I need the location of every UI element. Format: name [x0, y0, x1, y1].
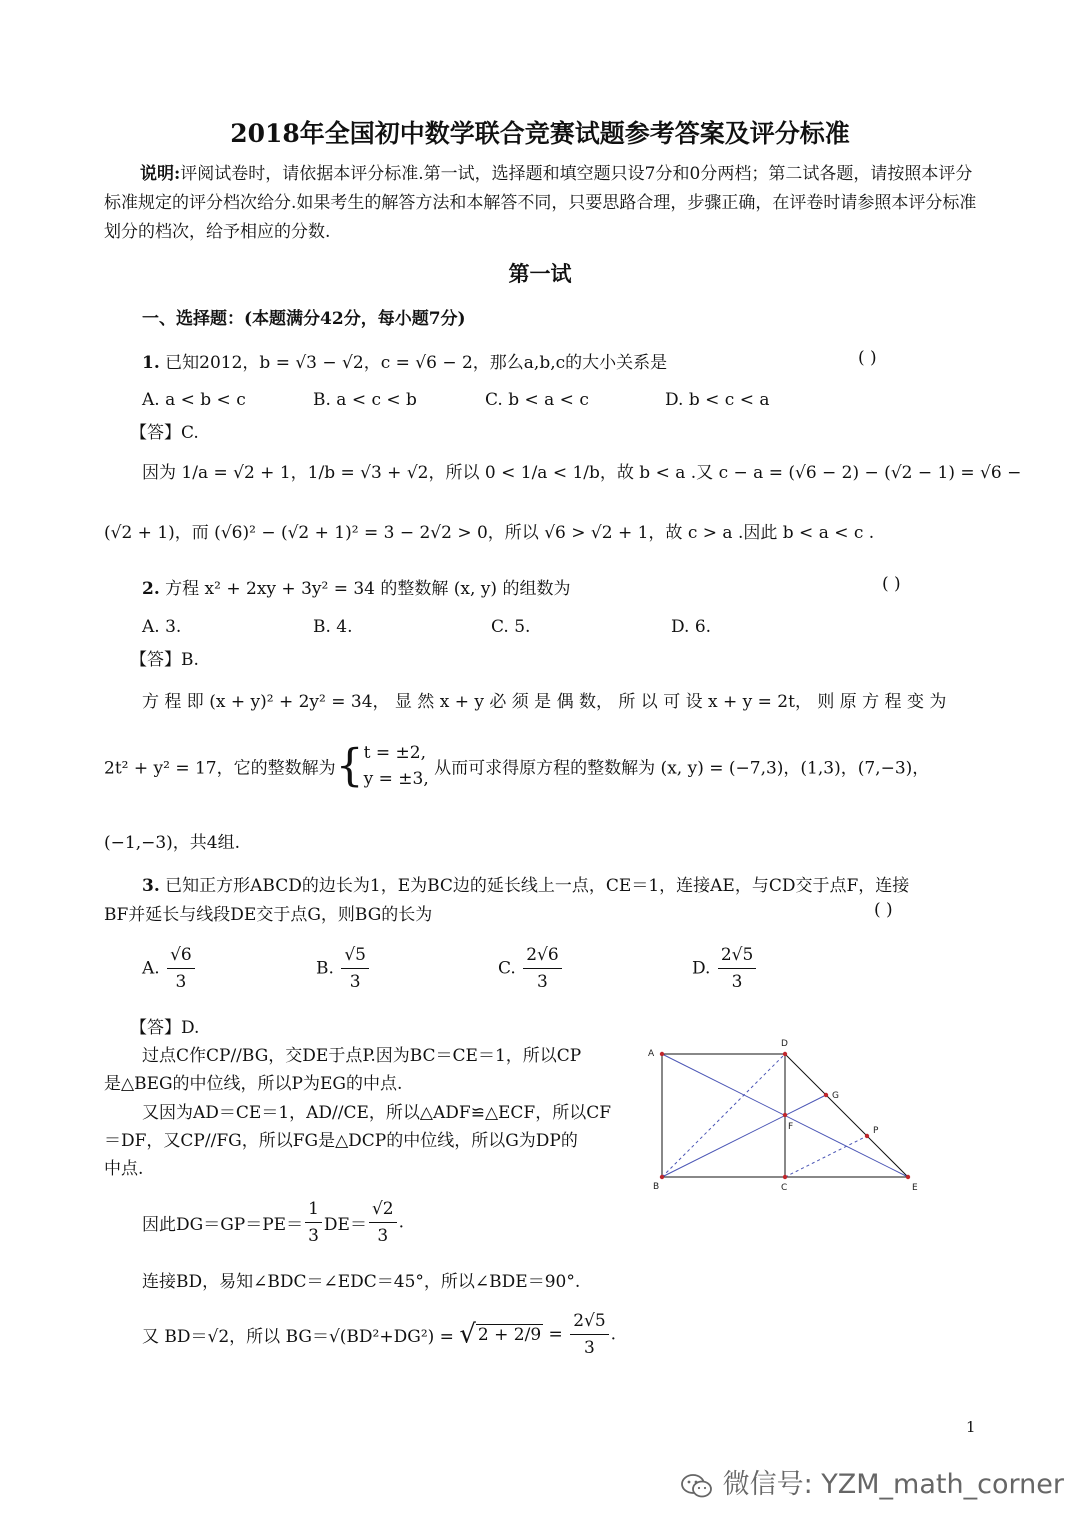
- q3-option-d-label: D.: [692, 958, 711, 979]
- q3-option-a-fraction: [167, 942, 195, 995]
- q2-solution-2a: 2t² + y² = 17，它的整数解为: [104, 758, 336, 779]
- q3-option-a-den: 3: [175, 972, 187, 992]
- line-cp-dashed: [785, 1136, 867, 1177]
- point-g: [824, 1093, 828, 1097]
- q3-sol6-f2-num: √2: [369, 1196, 397, 1223]
- label-c: C: [781, 1183, 788, 1193]
- q3-paren: ( ): [874, 900, 893, 920]
- q2-number: 2.: [142, 579, 160, 599]
- q3-solution-line2: 是△BEG的中位线，所以P为EG的中点.: [104, 1074, 403, 1094]
- label-e: E: [912, 1183, 918, 1193]
- q3-option-a: [142, 942, 197, 995]
- q2-option-a: A. 3.: [142, 617, 182, 637]
- q2-stem: [142, 574, 570, 599]
- q3-sol8-text-b: =: [543, 1324, 569, 1345]
- q3-option-a-num: √6: [167, 942, 195, 969]
- grading-note: [104, 160, 980, 247]
- q1-answer: 【答】C.: [130, 423, 199, 443]
- point-f: [783, 1113, 787, 1117]
- q2-solution-line1: 方 程 即 (x + y)² + 2y² = 34， 显 然 x + y 必 须 是 偶 数， 所 以 可 设 x + y = 2t， 则 原 方 程 变 为: [142, 692, 947, 712]
- q2-paren: ( ): [882, 574, 901, 594]
- q3-sol6-fraction2: [369, 1196, 397, 1249]
- point-p: [865, 1134, 869, 1138]
- point-b: [660, 1175, 664, 1179]
- q3-option-b-label: B.: [316, 958, 334, 979]
- q3-number: 3.: [142, 876, 160, 896]
- q3-sol8-text-a: 又 BD＝√2，所以 BG＝√(BD²+DG²) =: [142, 1327, 460, 1347]
- q3-sol8-fraction: [570, 1308, 608, 1361]
- q3-solution-line3: 又因为AD＝CE＝1，AD//CE，所以△ADF≌△ECF，所以CF: [142, 1103, 612, 1123]
- q2-system-brace: {: [335, 740, 364, 792]
- q3-sol6-fraction1: [305, 1196, 322, 1249]
- q3-answer: 【答】D.: [130, 1018, 200, 1038]
- q3-option-c: [498, 942, 564, 995]
- q1-solution-line2: (√2 + 1)，而 (√6)² − (√2 + 1)² = 3 − 2√2 > 0，所以 √6 > √2 + 1，故 c > a .因此 b < a < c .: [104, 523, 875, 543]
- q3-option-b-num: √5: [341, 942, 369, 969]
- q2-system-row1: t = ±2,: [363, 743, 426, 763]
- wechat-icon: [680, 1472, 714, 1500]
- part-heading: 一、选择题：(本题满分42分，每小题7分): [142, 309, 466, 329]
- q3-sol8-radicand: 2 + 2/9: [477, 1324, 542, 1345]
- q3-option-d-num: 2√5: [718, 942, 756, 969]
- note-label: 说明:: [140, 164, 181, 184]
- q3-stem-line2: BF并延长与线段DE交于点G，则BG的长为: [104, 905, 433, 925]
- note-text: 评阅试卷时，请依据本评分标准.第一试，选择题和填空题只设7分和0分两档；第二试各题，请按照本评分标准规定的评分档次给分.如果考生的解答方法和本解答不同，只要思路合理，步骤正确，在评卷时请参照本评分标准划分的档次，给予相应的分数.: [104, 164, 977, 242]
- page-number: 1: [966, 1418, 976, 1436]
- q3-sol6-f1-num: 1: [305, 1196, 322, 1223]
- q3-solution-line8: [142, 1308, 616, 1361]
- point-d: [783, 1052, 787, 1056]
- q2-option-d: D. 6.: [671, 617, 712, 637]
- q1-option-a: A. a < b < c: [142, 390, 246, 410]
- q1-solution-line1: 因为 1/a = √2 + 1，1/b = √3 + √2，所以 0 < 1/a < 1/b，故 b < a .又 c − a = (√6 − 2) − (√2 − 1) = √6 −: [142, 463, 1022, 483]
- q1-option-c: C. b < a < c: [485, 390, 589, 410]
- q3-option-c-den: 3: [537, 972, 548, 992]
- q2-option-c: C. 5.: [491, 617, 531, 637]
- q3-sol6-text-b: DE＝: [323, 1215, 367, 1235]
- q3-option-c-label: C.: [498, 958, 516, 979]
- q3-option-d: [692, 942, 758, 995]
- watermark: [680, 1462, 1064, 1501]
- q2-option-b: B. 4.: [313, 617, 353, 637]
- q3-sol8-f-num: 2√5: [570, 1308, 608, 1335]
- q3-option-d-fraction: [718, 942, 756, 995]
- q1-paren: ( ): [858, 348, 877, 368]
- q3-sol8-f-den: 3: [584, 1338, 595, 1358]
- q2-solution-2b: 从而可求得原方程的整数解为 (x, y) = (−7,3)，(1,3)，(7,−3)，: [434, 758, 930, 779]
- q3-sol6-text-c: .: [398, 1212, 405, 1233]
- q3-sol6-text-a: 因此DG＝GP＝PE＝: [142, 1215, 304, 1235]
- q3-solution-line7: 连接BD，易知∠BDC＝∠EDC＝45°，所以∠BDE＝90°.: [142, 1272, 581, 1292]
- q1-stem: [142, 348, 667, 373]
- q2-solution-line3: (−1,−3)，共4组.: [104, 833, 241, 853]
- q1-option-d: D. b < c < a: [665, 390, 770, 410]
- label-b: B: [653, 1182, 660, 1192]
- q3-solution-line6: [142, 1196, 404, 1249]
- q3-sol8-radical-sign: √: [459, 1319, 476, 1350]
- q2-system: [364, 740, 429, 792]
- q2-stem-text: 方程 x² + 2xy + 3y² = 34 的整数解 (x, y) 的组数为: [165, 579, 571, 599]
- q3-solution-line4: ＝DF，又CP//FG，所以FG是△DCP的中位线，所以G为DP的: [104, 1131, 578, 1151]
- geometry-figure: [640, 1030, 940, 1200]
- point-a: [660, 1052, 664, 1056]
- q1-number: 1.: [142, 353, 160, 373]
- q3-sol8-text-c: .: [610, 1324, 617, 1345]
- q3-solution-line5: 中点.: [104, 1159, 144, 1179]
- q2-system-row2: y = ±3,: [363, 769, 429, 789]
- line-bd-dashed: [662, 1054, 785, 1177]
- q3-option-b: [316, 942, 371, 995]
- q3-option-a-label: A.: [142, 958, 160, 979]
- q3-option-d-den: 3: [731, 972, 743, 992]
- point-c: [783, 1175, 787, 1179]
- q3-sol6-f2-den: 3: [377, 1226, 389, 1246]
- q1-option-b: B. a < c < b: [313, 390, 417, 410]
- watermark-text: 微信号: YZM_math_corner: [722, 1469, 1064, 1500]
- label-g: G: [832, 1091, 839, 1101]
- edge-de: [785, 1054, 908, 1177]
- q3-option-c-num: 2√6: [523, 942, 561, 969]
- q3-stem-line1: [142, 871, 909, 896]
- label-d: D: [781, 1039, 788, 1049]
- line-bg: [662, 1095, 826, 1177]
- q2-answer: 【答】B.: [130, 650, 199, 670]
- label-p: P: [873, 1126, 879, 1136]
- q1-stem-text: 已知2012，b = √3 − √2，c = √6 − 2，那么a,b,c的大小关系是: [165, 353, 668, 373]
- label-f: F: [788, 1122, 794, 1132]
- q2-solution-line2: [104, 740, 929, 792]
- q3-option-b-den: 3: [349, 972, 361, 992]
- section-heading: 第一试: [508, 261, 572, 286]
- q3-solution-line1: 过点C作CP//BG，交DE于点P.因为BC＝CE＝1，所以CP: [142, 1046, 582, 1066]
- label-a: A: [648, 1049, 655, 1059]
- q3-sol6-f1-den: 3: [308, 1226, 319, 1246]
- q3-stem1-text: 已知正方形ABCD的边长为1，E为BC边的延长线上一点，CE＝1，连接AE，与CD交于点F，连接: [165, 876, 910, 896]
- q3-option-c-fraction: [523, 942, 561, 995]
- page-title: 2018年全国初中数学联合竞赛试题参考答案及评分标准: [230, 119, 850, 148]
- point-e: [906, 1175, 910, 1179]
- q3-option-b-fraction: [341, 942, 369, 995]
